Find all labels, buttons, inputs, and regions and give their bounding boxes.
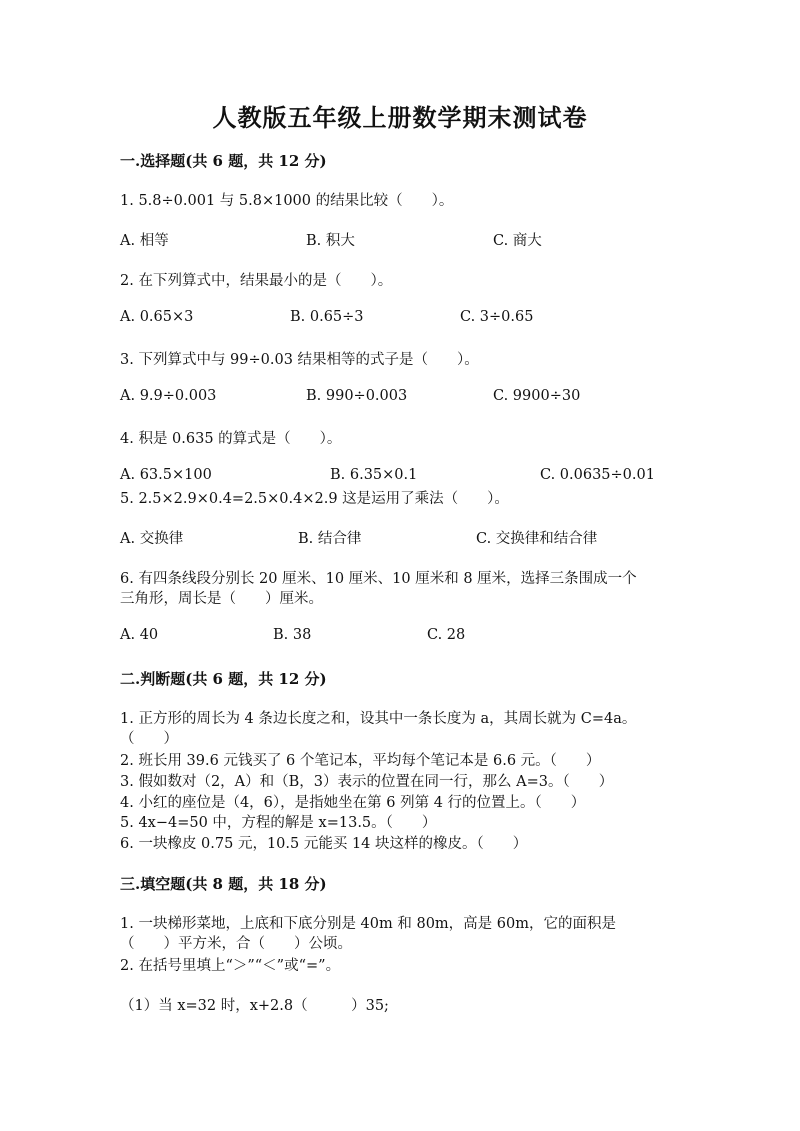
choice-q4-option-b: B. 6.35×0.1	[330, 467, 418, 483]
choice-q5-option-c: C. 交换律和结合律	[476, 531, 598, 547]
choice-question-5: 5. 2.5×2.9×0.4=2.5×0.4×2.9 这是运用了乘法（ ）。	[120, 491, 509, 507]
fill-question-2: 2. 在括号里填上“＞”“＜”或“=”。	[120, 958, 341, 974]
fill-question-2-part-1: （1）当 x=32 时，x+2.8（ ）35;	[120, 998, 389, 1014]
choice-q3-option-a: A. 9.9÷0.003	[120, 388, 217, 404]
choice-question-6-line-2: 三角形，周长是（ ）厘米。	[120, 591, 323, 607]
choice-question-6-line-1: 6. 有四条线段分别长 20 厘米、10 厘米、10 厘米和 8 厘米，选择三条围成一个	[120, 571, 637, 587]
page-title: 人教版五年级上册数学期末测试卷	[212, 103, 588, 132]
choice-question-4: 4. 积是 0.635 的算式是（ ）。	[120, 431, 342, 447]
judge-question-4: 4. 小红的座位是（4，6），是指她坐在第 6 列第 4 行的位置上。（ ）	[120, 795, 586, 811]
choice-q2-option-b: B. 0.65÷3	[290, 309, 364, 325]
judge-question-1-line-1: 1. 正方形的周长为 4 条边长度之和，设其中一条长度为 a，其周长就为 C=4a。	[120, 711, 637, 727]
section-heading-judge: 二.判断题(共 6 题，共 12 分)	[120, 670, 327, 688]
fill-question-1-line-1: 1. 一块梯形菜地，上底和下底分别是 40m 和 80m，高是 60m，它的面积是	[120, 916, 616, 932]
choice-q4-option-a: A. 63.5×100	[120, 467, 212, 483]
choice-q3-option-c: C. 9900÷30	[493, 388, 581, 404]
choice-q1-option-c: C. 商大	[493, 233, 542, 249]
choice-q2-option-c: C. 3÷0.65	[460, 309, 534, 325]
choice-q1-option-a: A. 相等	[120, 233, 169, 249]
choice-q6-option-a: A. 40	[120, 627, 159, 643]
choice-q4-option-c: C. 0.0635÷0.01	[540, 467, 655, 483]
judge-question-5: 5. 4x−4=50 中，方程的解是 x=13.5。（ ）	[120, 815, 437, 831]
choice-q1-option-b: B. 积大	[306, 233, 355, 249]
section-heading-fill: 三.填空题(共 8 题，共 18 分)	[120, 875, 327, 893]
judge-question-6: 6. 一块橡皮 0.75 元，10.5 元能买 14 块这样的橡皮。（ ）	[120, 836, 528, 852]
choice-q6-option-b: B. 38	[273, 627, 312, 643]
choice-q5-option-b: B. 结合律	[298, 531, 362, 547]
choice-question-1: 1. 5.8÷0.001 与 5.8×1000 的结果比较（ ）。	[120, 193, 454, 209]
fill-question-1-line-2: （ ）平方米，合（ ）公顷。	[120, 936, 352, 952]
choice-question-3: 3. 下列算式中与 99÷0.03 结果相等的式子是（ ）。	[120, 352, 479, 368]
judge-question-1-line-2: （ ）	[120, 731, 178, 747]
choice-q6-option-c: C. 28	[427, 627, 466, 643]
choice-q5-option-a: A. 交换律	[120, 531, 184, 547]
section-heading-choice: 一.选择题(共 6 题，共 12 分)	[120, 152, 327, 170]
choice-question-2: 2. 在下列算式中，结果最小的是（ ）。	[120, 273, 393, 289]
judge-question-3: 3. 假如数对（2，A）和（B，3）表示的位置在同一行，那么 A=3。（ ）	[120, 774, 614, 790]
choice-q2-option-a: A. 0.65×3	[120, 309, 194, 325]
choice-q3-option-b: B. 990÷0.003	[306, 388, 408, 404]
judge-question-2: 2. 班长用 39.6 元钱买了 6 个笔记本，平均每个笔记本是 6.6 元。（ ）	[120, 753, 601, 769]
